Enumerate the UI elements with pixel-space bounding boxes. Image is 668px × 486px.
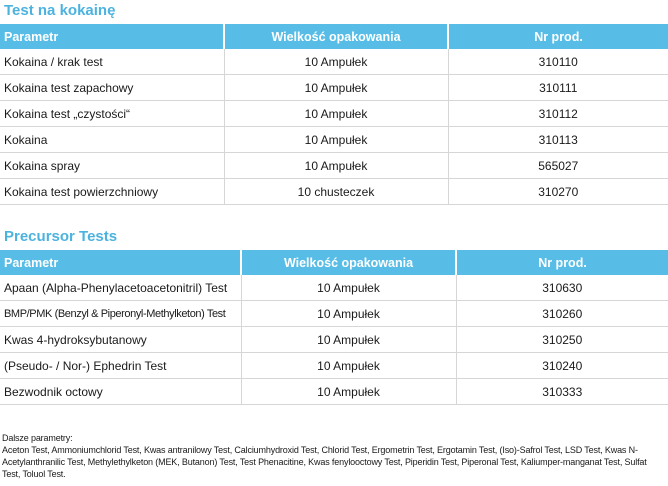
table-row [0, 127, 668, 153]
table-row [0, 75, 668, 101]
cell-parameter: Kokaina spray [0, 153, 224, 179]
cell-package-size: 10 Ampułek [241, 275, 456, 301]
cell-parameter: BMP/PMK (Benzyl & Piperonyl-Methylketon) Test [0, 301, 241, 327]
precursor-tests-table [0, 250, 668, 405]
cell-package-size: 10 Ampułek [241, 301, 456, 327]
cell-product-number: 565027 [448, 153, 668, 179]
cell-product-number: 310240 [456, 353, 668, 379]
cell-parameter: Kokaina / krak test [0, 49, 224, 75]
cell-package-size: 10 Ampułek [224, 75, 448, 101]
cell-package-size: 10 Ampułek [224, 153, 448, 179]
additional-parameters-note [2, 432, 666, 480]
cell-product-number: 310110 [448, 49, 668, 75]
cell-product-number: 310270 [448, 179, 668, 205]
cocaine-tests-table [0, 24, 668, 205]
note-label: Dalsze parametry: [2, 433, 73, 443]
cell-parameter: Kokaina test zapachowy [0, 75, 224, 101]
table-row [0, 379, 668, 405]
cell-parameter: Bezwodnik octowy [0, 379, 241, 405]
cell-package-size: 10 Ampułek [224, 101, 448, 127]
cell-product-number: 310112 [448, 101, 668, 127]
cell-package-size: 10 Ampułek [224, 49, 448, 75]
cell-package-size: 10 Ampułek [241, 353, 456, 379]
cell-parameter: Kwas 4-hydroksybutanowy [0, 327, 241, 353]
cell-parameter: Kokaina test „czystości“ [0, 101, 224, 127]
header-parameter: Parametr [0, 24, 224, 49]
cell-product-number: 310260 [456, 301, 668, 327]
header-product-number: Nr prod. [456, 250, 668, 275]
cell-parameter: (Pseudo- / Nor-) Ephedrin Test [0, 353, 241, 379]
table-row [0, 301, 668, 327]
header-package-size: Wielkość opakowania [241, 250, 456, 275]
cell-package-size: 10 chusteczek [224, 179, 448, 205]
table-row [0, 179, 668, 205]
cell-package-size: 10 Ampułek [224, 127, 448, 153]
table-header-row [0, 250, 668, 275]
header-product-number: Nr prod. [448, 24, 668, 49]
cell-package-size: 10 Ampułek [241, 379, 456, 405]
table-row [0, 275, 668, 301]
cell-parameter: Kokaina [0, 127, 224, 153]
cell-product-number: 310250 [456, 327, 668, 353]
header-parameter: Parametr [0, 250, 241, 275]
table-row [0, 49, 668, 75]
cell-product-number: 310111 [448, 75, 668, 101]
cell-product-number: 310113 [448, 127, 668, 153]
table-row [0, 327, 668, 353]
table-header-row [0, 24, 668, 49]
cell-product-number: 310333 [456, 379, 668, 405]
cell-parameter: Apaan (Alpha-Phenylacetoacetonitril) Test [0, 275, 241, 301]
cell-parameter: Kokaina test powierzchniowy [0, 179, 224, 205]
header-package-size: Wielkość opakowania [224, 24, 448, 49]
table-row [0, 153, 668, 179]
table-row [0, 101, 668, 127]
cell-product-number: 310630 [456, 275, 668, 301]
section-title-precursor: Precursor Tests [4, 228, 118, 245]
table-row [0, 353, 668, 379]
cell-package-size: 10 Ampułek [241, 327, 456, 353]
note-text: Aceton Test, Ammoniumchlorid Test, Kwas antranilowy Test, Calciumhydroxid Test, Chlorid Test, Ergometrin Test, Ergotamin Test, (Iso)-Safrol Test, LSD Test, Kwas N-Acetylanthranilic Test, Methylethylketon (MEK, Butanon) Test, Test Phenacitine, Kwas fenylooctowy Test, Piperidin Test, Piperonal Test, Kaliumper-manganat Test, Sulfat Test, Toluol Test. [2, 445, 647, 479]
section-title-cocaine: Test na kokainę [4, 2, 116, 19]
